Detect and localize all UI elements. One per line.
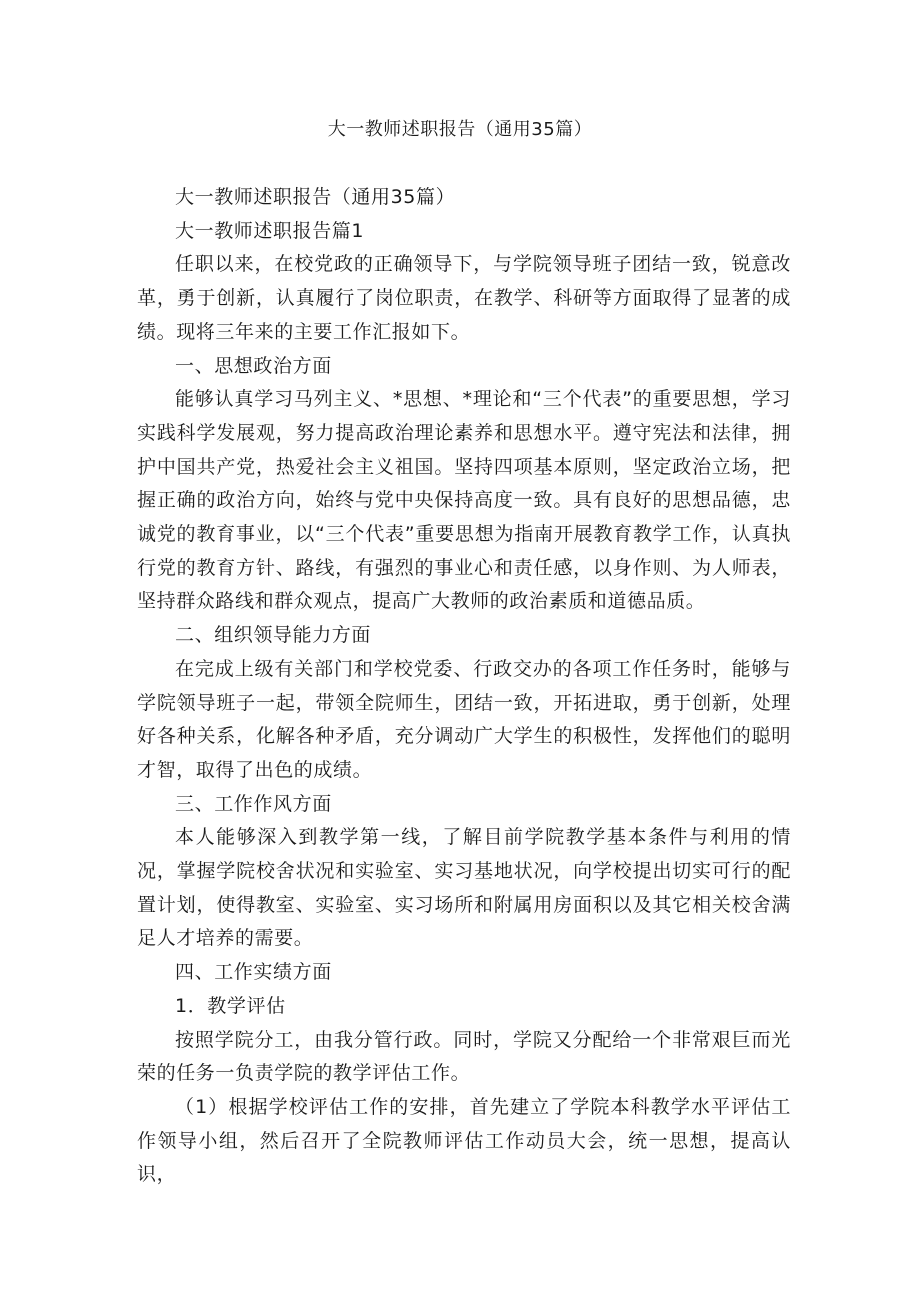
section-heading-article-1: 大一教师述职报告篇1 xyxy=(175,219,365,242)
document-title: 大一教师述职报告（通用35篇） xyxy=(327,119,593,140)
section-heading-work-style: 三、工作作风方面 xyxy=(175,792,332,815)
body-paragraph-assignment: 按照学院分工，由我分管行政。同时，学院又分配给一个非常艰巨而光荣的任务一负责学院的教学评估工作。 xyxy=(137,1028,791,1085)
section-heading-achievements: 四、工作实绩方面 xyxy=(175,961,332,984)
body-paragraph-intro: 任职以来，在校党政的正确领导下，与学院领导班子团结一致，锐意改革，勇于创新，认真履行了岗位职责，在教学、科研等方面取得了显著的成绩。现将三年来的主要工作汇报如下。 xyxy=(137,253,791,343)
body-paragraph-political: 能够认真学习马列主义、*思想、*理论和“三个代表”的重要思想，学习实践科学发展观，努力提高政治理论素养和思想水平。遵守宪法和法律，拥护中国共产党，热爱社会主义祖国。坚持四项基本原则，坚定政治立场，把握正确的政治方向，始终与党中央保持高度一致。具有良好的思想品德，忠诚党的教育事业，以“三个代表”重要思想为指南开展教育教学工作，认真执行党的教育方针、路线，有强烈的事业心和责任感，以身作则、为人师表，坚持群众路线和群众观点，提高广大教师的政治素质和道德品质。 xyxy=(137,388,791,613)
section-heading-leadership: 二、组织领导能力方面 xyxy=(175,624,372,647)
subsection-heading-teaching-evaluation: 1．教学评估 xyxy=(175,994,286,1017)
body-paragraph-evaluation-step-1: （1）根据学校评估工作的安排，首先建立了学院本科教学水平评估工作领导小组，然后召开了全院教师评估工作动员大会，统一思想，提高认识， xyxy=(137,1095,791,1186)
document-body xyxy=(137,181,791,1192)
body-paragraph-work-style: 本人能够深入到教学第一线，了解目前学院教学基本条件与利用的情况，掌握学院校舍状况和实验室、实习基地状况，向学校提出切实可行的配置计划，使得教室、实验室、实习场所和附属用房面积以及其它相关校舍满足人才培养的需要。 xyxy=(137,826,791,950)
subtitle-paragraph: 大一教师述职报告（通用35篇） xyxy=(175,186,456,208)
body-paragraph-leadership: 在完成上级有关部门和学校党委、行政交办的各项工作任务时，能够与学院领导班子一起，带领全院师生，团结一致，开拓进取，勇于创新，处理好各种关系，化解各种矛盾，充分调动广大学生的积极性，发挥他们的聪明才智，取得了出色的成绩。 xyxy=(137,657,791,781)
section-heading-political: 一、思想政治方面 xyxy=(175,354,332,377)
